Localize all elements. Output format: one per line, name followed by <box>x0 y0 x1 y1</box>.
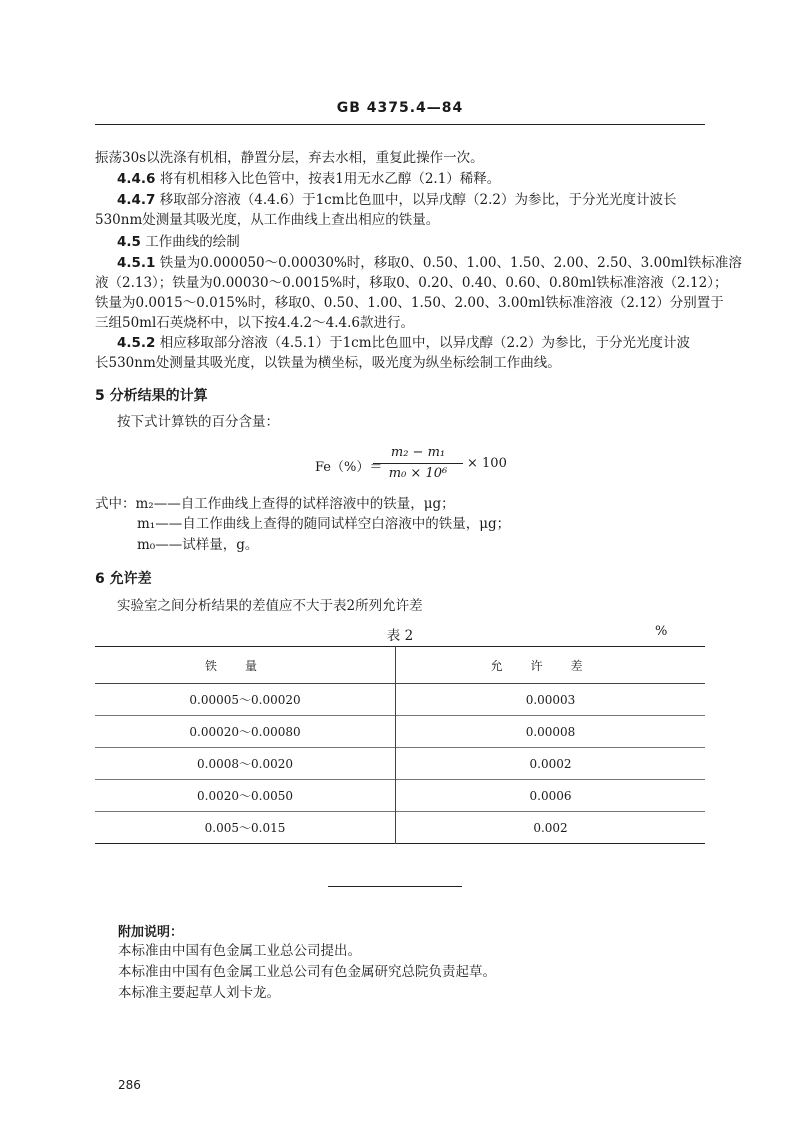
additional-notes-title: 附加说明： <box>118 925 184 940</box>
table-caption: 表 2 <box>386 628 414 644</box>
note-line-2: 本标准由中国有色金属工业总公司有色金属研究总院负责起草。 <box>118 964 496 980</box>
page-number: 286 <box>118 1078 141 1092</box>
section-5-intro: 按下式计算铁的百分含量： <box>117 414 279 430</box>
clause-4-5-1-line3: 铁量为0.0015～0.015%时，移取0、0.50、1.00、1.50、2.00、3.00ml铁标准溶液（2.12）分别置于 <box>95 295 724 311</box>
tolerance-cell: 0.002 <box>533 820 568 835</box>
section-6-intro: 实验室之间分析结果的差值应不大于表2所列允许差 <box>117 598 423 614</box>
iron-range-cell: 0.005～0.015 <box>95 812 396 844</box>
column-header-tolerance: 允许差 <box>490 658 611 673</box>
clause-number: 4.4.6 <box>117 171 156 187</box>
section-4-5 <box>117 232 240 252</box>
clause-number: 4.5.1 <box>117 255 156 271</box>
clause-4-4-7-line2: 530nm处测量其吸光度，从工作曲线上查出相应的铁量。 <box>95 212 440 228</box>
section-5-heading: 5 分析结果的计算 <box>95 388 208 404</box>
header-rule <box>95 124 705 125</box>
table-row <box>95 812 705 844</box>
iron-formula <box>315 443 535 487</box>
clause-4-4-6 <box>117 169 500 189</box>
formula-numerator: m₂ − m₁ <box>390 445 446 460</box>
tolerance-cell: 0.00008 <box>525 724 576 739</box>
formula-fraction <box>373 443 463 484</box>
where-m1: m₁——自工作曲线上查得的随同试样空白溶液中的铁量，μg； <box>137 516 511 532</box>
note-line-1: 本标准由中国有色金属工业总公司提出。 <box>118 943 361 959</box>
table-row <box>95 780 705 812</box>
clause-text: 将有机相移入比色管中，按表1用无水乙醇（2.1）稀释。 <box>159 171 501 187</box>
table-header-row <box>95 647 705 684</box>
iron-range-cell: 0.0008～0.0020 <box>95 748 396 780</box>
iron-range-cell: 0.00005～0.00020 <box>95 684 396 716</box>
clause-4-5-2-line2: 长530nm处测量其吸光度，以铁量为横坐标，吸光度为纵坐标绘制工作曲线。 <box>95 355 561 371</box>
iron-range-cell: 0.0020～0.0050 <box>95 780 396 812</box>
table-row <box>95 748 705 780</box>
table-row <box>95 716 705 748</box>
section-title: 工作曲线的绘制 <box>145 234 240 250</box>
section-number: 4.5 <box>117 234 141 250</box>
clause-text: 相应移取部分溶液（4.5.1）于1cm比色皿中，以异戊醇（2.2）为参比，于分光光度计波 <box>159 335 691 351</box>
table-unit: % <box>655 624 668 639</box>
clause-4-4-7 <box>117 190 677 210</box>
formula-lhs: Fe（%）＝ <box>315 460 383 475</box>
clause-number: 4.5.2 <box>117 335 156 351</box>
end-rule <box>328 886 462 887</box>
where-m2: 式中：m₂——自工作曲线上查得的试样溶液中的铁量，μg； <box>95 496 455 512</box>
iron-range-cell: 0.00020～0.00080 <box>95 716 396 748</box>
clause-4-5-1-line4: 三组50ml石英烧杯中，以下按4.4.2～4.4.6款进行。 <box>95 315 414 331</box>
note-line-3: 本标准主要起草人刘卡龙。 <box>118 985 280 1001</box>
tolerance-cell: 0.0006 <box>529 788 572 803</box>
column-header-iron: 铁量 <box>95 647 396 684</box>
table-row <box>95 684 705 716</box>
standard-number: GB 4375.4—84 <box>336 100 464 116</box>
clause-number: 4.4.7 <box>117 192 156 208</box>
tolerance-table <box>95 646 705 844</box>
clause-4-5-2 <box>117 333 690 353</box>
tolerance-cell: 0.0002 <box>529 756 572 771</box>
tolerance-cell: 0.00003 <box>525 692 576 707</box>
clause-4-5-1 <box>117 253 742 273</box>
formula-rhs: × 100 <box>467 456 507 471</box>
clause-4-5-1-line2: 液（2.13）；铁量为0.00030～0.0015%时，移取0、0.20、0.40、0.60、0.80ml铁标准溶液（2.12）； <box>95 275 728 291</box>
clause-text: 铁量为0.000050～0.00030%时，移取0、0.50、1.00、1.50、2.00、2.50、3.00ml铁标准溶 <box>159 255 742 271</box>
formula-denominator: m₀ × 10⁶ <box>388 466 448 481</box>
where-m0: m₀——试样量，g。 <box>137 537 259 553</box>
paragraph-continued: 振荡30s以洗涤有机相，静置分层，弃去水相，重复此操作一次。 <box>95 150 484 166</box>
clause-text: 移取部分溶液（4.4.6）于1cm比色皿中，以异戊醇（2.2）为参比，于分光光度计波长 <box>159 192 677 208</box>
section-6-heading: 6 允许差 <box>95 571 152 587</box>
